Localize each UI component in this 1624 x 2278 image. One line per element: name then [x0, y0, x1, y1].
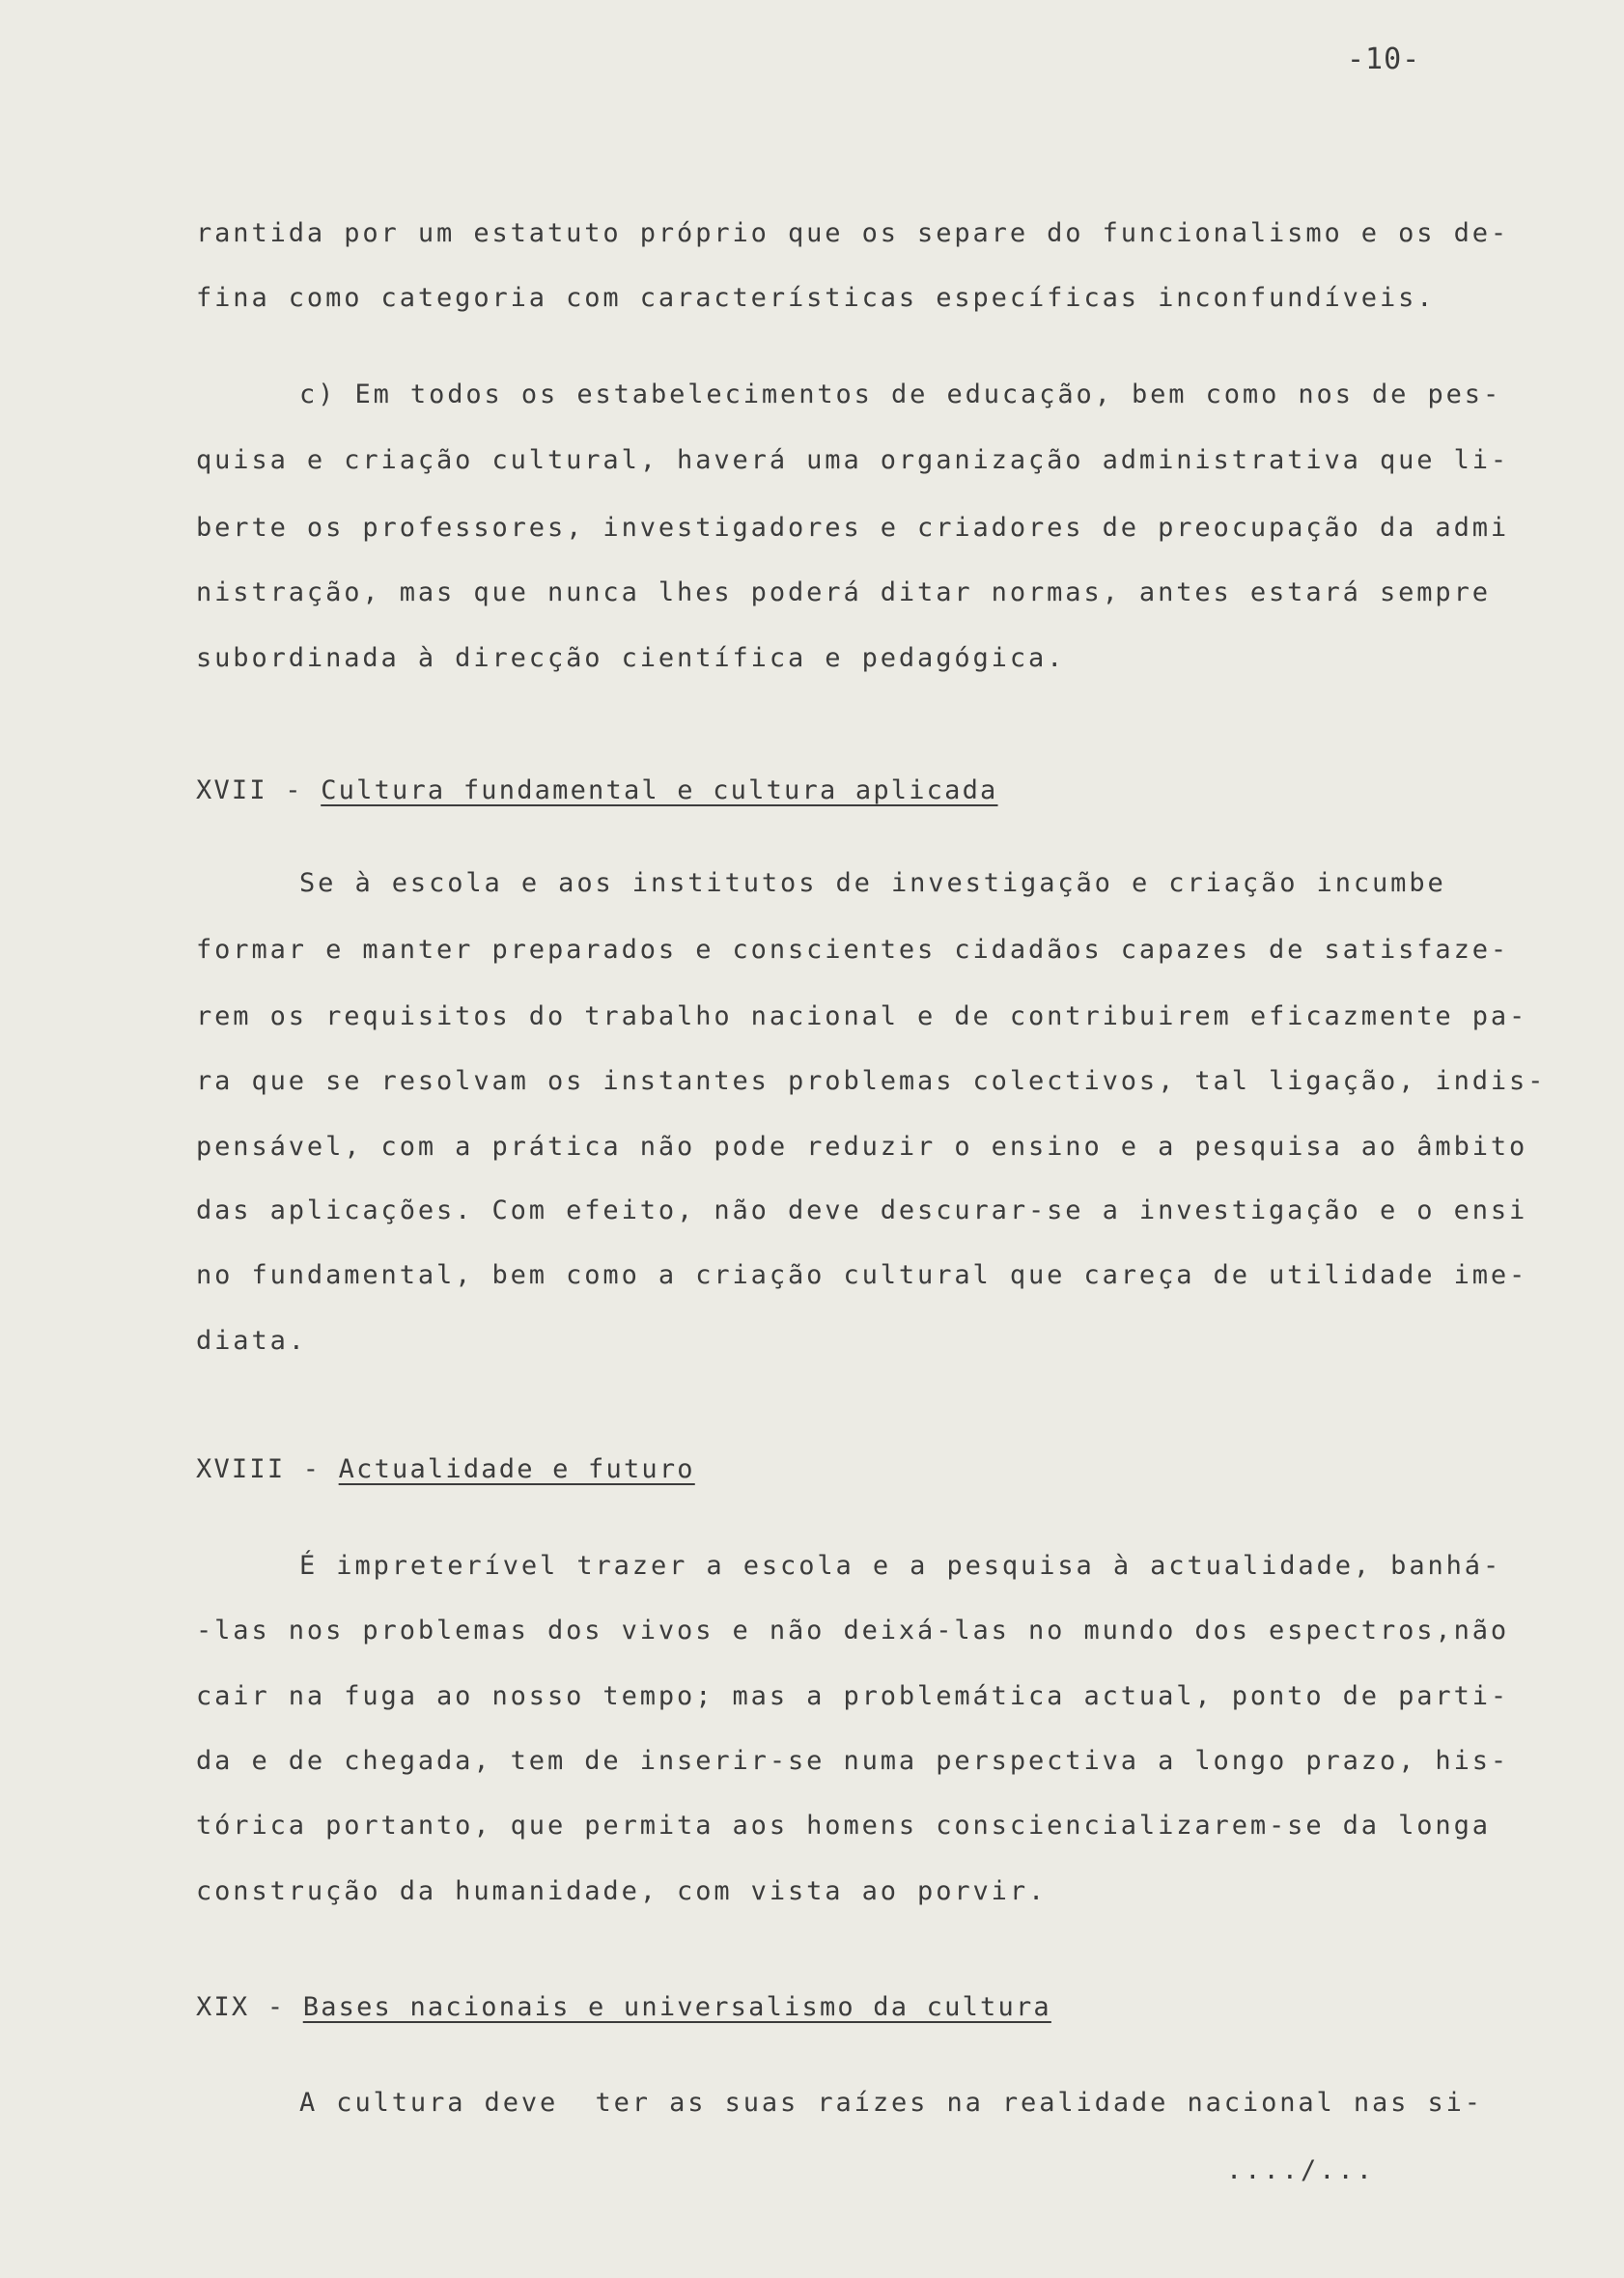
section-heading-xvii [196, 774, 998, 807]
section-heading-xix [196, 1991, 1051, 2024]
section-title: Bases nacionais e universalismo da cultura [302, 1992, 1051, 2022]
body-line: diata. [196, 1326, 307, 1356]
body-line: pensável, com a prática não pode reduzir o ensino e a pesquisa ao âmbito [196, 1132, 1528, 1162]
section-number: XVII - [196, 775, 322, 805]
body-line: formar e manter preparados e conscientes cidadãos capazes de satisfaze- [196, 935, 1510, 965]
body-line: das aplicações. Com efeito, não deve descurar-se a investigação e o ensi [196, 1195, 1528, 1225]
body-line: rem os requisitos do trabalho nacional e de contribuirem eficazmente pa- [196, 1001, 1528, 1031]
body-line: berte os professores, investigadores e criadores de preocupação da admi [196, 513, 1510, 543]
body-line: fina como categoria com características específicas inconfundíveis. [196, 283, 1436, 313]
section-title: Actualidade e futuro [338, 1454, 695, 1484]
section-number: XVIII - [196, 1454, 339, 1484]
body-line: A cultura deve ter as suas raízes na realidade nacional nas si- [299, 2088, 1483, 2118]
section-number: XIX - [196, 1992, 303, 2022]
body-line: Se à escola e aos institutos de investigação e criação incumbe [299, 868, 1446, 898]
body-line: É impreterível trazer a escola e a pesquisa à actualidade, banhá- [299, 1551, 1502, 1581]
body-line: subordinada à direcção científica e pedagógica. [196, 643, 1066, 673]
body-line: ra que se resolvam os instantes problemas colectivos, tal ligação, indis- [196, 1066, 1547, 1096]
body-line: nistração, mas que nunca lhes poderá ditar normas, antes estará sempre [196, 577, 1491, 607]
body-line: rantida por um estatuto próprio que os separe do funcionalismo e os de- [196, 218, 1510, 248]
section-heading-xviii [196, 1453, 695, 1486]
section-title: Cultura fundamental e cultura aplicada [321, 775, 998, 805]
body-line: no fundamental, bem como a criação cultural que careça de utilidade ime- [196, 1260, 1528, 1290]
body-line: -las nos problemas dos vivos e não deixá-las no mundo dos espectros,não [196, 1616, 1510, 1645]
body-line: c) Em todos os estabelecimentos de educação, bem como nos de pes- [299, 380, 1502, 409]
body-line: tórica portanto, que permita aos homens consciencializarem-se da longa [196, 1811, 1491, 1841]
body-line: cair na fuga ao nosso tempo; mas a problemática actual, ponto de parti- [196, 1681, 1510, 1711]
body-line: da e de chegada, tem de inserir-se numa perspectiva a longo prazo, his- [196, 1746, 1510, 1776]
page-number: -10- [1347, 42, 1421, 76]
body-line: construção da humanidade, com vista ao porvir. [196, 1876, 1048, 1906]
continuation-mark: ..../... [1226, 2155, 1376, 2185]
body-line: quisa e criação cultural, haverá uma organização administrativa que li- [196, 445, 1510, 475]
